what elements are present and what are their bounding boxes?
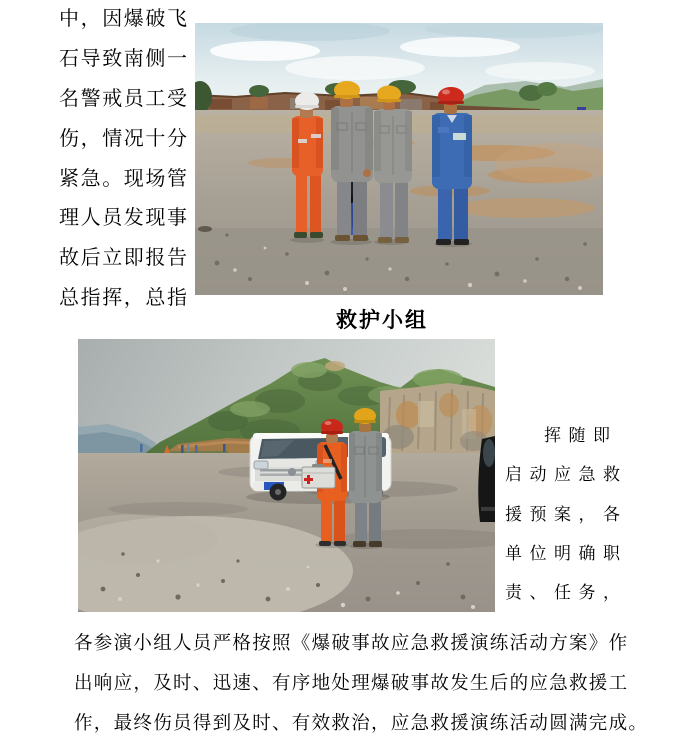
text-line: 中，因爆破飞 (59, 8, 189, 30)
text-line: 责、任务， (505, 583, 628, 603)
text-line: 伤，情况十分 (59, 127, 189, 150)
black-vehicle-edge (478, 436, 495, 522)
text-line: 挥随即 (544, 426, 618, 445)
text-line: 理人员发现事 (59, 207, 189, 230)
quarry-cliffs (380, 383, 495, 457)
first-aid-box (302, 464, 335, 488)
text-line: 援预案，各 (505, 504, 628, 524)
text-line: 启动应急救 (505, 465, 628, 485)
rescue-team-illustration (195, 23, 603, 295)
text-line: 作，最终伤员得到及时、有效救治，应急救援演练活动圆满完成。 (74, 712, 649, 733)
text-line: 总指挥，总指 (59, 287, 189, 310)
text-line: 故后立即报告 (59, 247, 189, 270)
photo-firstaid-team (78, 339, 495, 612)
text-line: 出响应，及时、迅速、有序地处理爆破事故发生后的应急救援工 (74, 672, 629, 693)
photo-rescue-team (195, 23, 603, 295)
firstaid-team-illustration (78, 339, 495, 612)
bottom-paragraph (74, 623, 649, 743)
text-line: 单位明确职 (505, 543, 628, 563)
text-line: 各参演小组人员严格按照《爆破事故应急救援演练活动方案》作 (74, 632, 629, 653)
photo1-caption: 救护小组 (336, 309, 428, 332)
text-line: 名警戒员工受 (59, 87, 189, 110)
right-text-column (505, 416, 635, 612)
left-text-column (59, 0, 193, 319)
text-line: 石导致南侧一 (59, 47, 189, 70)
text-line: 紧急。现场管 (59, 167, 189, 190)
